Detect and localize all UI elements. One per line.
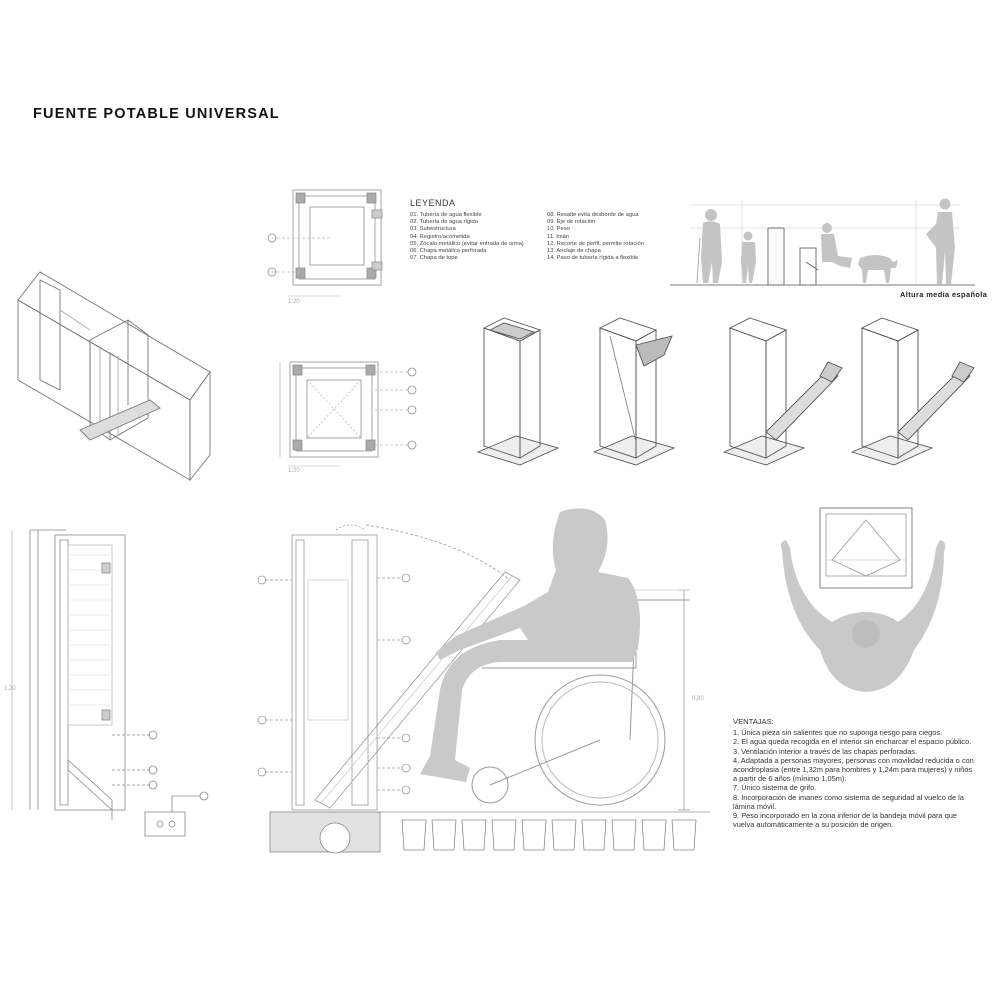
legend-item: 01. Tubería de agua flexible [410, 212, 482, 218]
legend-item: 02. Tubería de agua rígida [410, 219, 479, 226]
legend-item: 04. Registro/acometida [410, 233, 470, 240]
legend-item: 08. Resalte evita desborde de agua [547, 212, 639, 218]
legend-item: 07. Chapa de tope [410, 255, 458, 262]
prism-model-2 [594, 318, 674, 465]
legend-item: 03. Subestructura [410, 226, 456, 233]
section-wheelchair [258, 508, 710, 853]
legend-item: 11. Imán [547, 233, 570, 240]
ventajas-items [733, 728, 978, 829]
legend-item: 06. Chapa metálica perforada [410, 248, 487, 255]
axonometric-wall-view [18, 272, 210, 480]
ventaja-item: 8. Incorporación de imanes como sistema de seguridad al vuelco de la lámina móvil. [733, 792, 964, 811]
plan-view-middle [280, 362, 416, 466]
people-heights-caption: Altura media española [900, 290, 988, 299]
section-left [12, 530, 208, 836]
legend-heading: LEYENDA [410, 198, 456, 208]
legend-item: 14. Paso de tubería rígida a flexible [547, 255, 639, 262]
prism-model-4 [852, 318, 974, 465]
ventaja-item: 1. Única pieza sin salientes que no suponga riesgo para ciegos. [733, 728, 943, 738]
svg-text:0,80: 0,80 [692, 696, 704, 702]
plan-user-view [781, 508, 946, 692]
svg-text:1,20: 1,20 [4, 686, 16, 692]
prism-model-3 [724, 318, 842, 465]
legend-item: 12. Recorte de perfil, permite rotación [547, 240, 644, 247]
legend-item: 09. Eje de rotación [547, 219, 596, 226]
plan-view-top [268, 190, 382, 296]
ventaja-item: 3. Ventilación interior a través de las chapas perforadas. [733, 746, 918, 756]
people-heights-strip [670, 199, 975, 286]
page-title: FUENTE POTABLE UNIVERSAL [33, 106, 280, 122]
legend-item: 13. Anclaje de chapa [547, 248, 601, 255]
ventaja-item: 9. Peso incorporado en la zona inferior de la bandeja móvil para que vuelva automáticamente a su posición de origen. [733, 811, 957, 830]
ventajas-list [733, 717, 978, 829]
legend-item: 10. Peso [547, 226, 570, 233]
ventaja-item: 4. Adaptada a personas mayores, personas con movilidad reducida o con acondroplasia (entre 1,32m para hombres y 1,24m para mujeres) y niños a partir de 6 años (mínimo 1,05m). [733, 755, 974, 784]
legend-item: 05. Zócalo metálico (evitar entrada de orina) [410, 240, 524, 247]
svg-text:1:20: 1:20 [288, 299, 300, 305]
wheelchair-user-silhouette [420, 508, 640, 782]
prism-model-1 [478, 318, 558, 465]
ventaja-item: 2. El agua queda recogida en el interior sin encharcar el espacio público. [733, 737, 972, 747]
ventajas-heading: VENTAJAS: [733, 717, 774, 726]
svg-text:1:20: 1:20 [288, 468, 300, 474]
ventaja-item: 7. Único sistema de grifo. [733, 783, 817, 793]
